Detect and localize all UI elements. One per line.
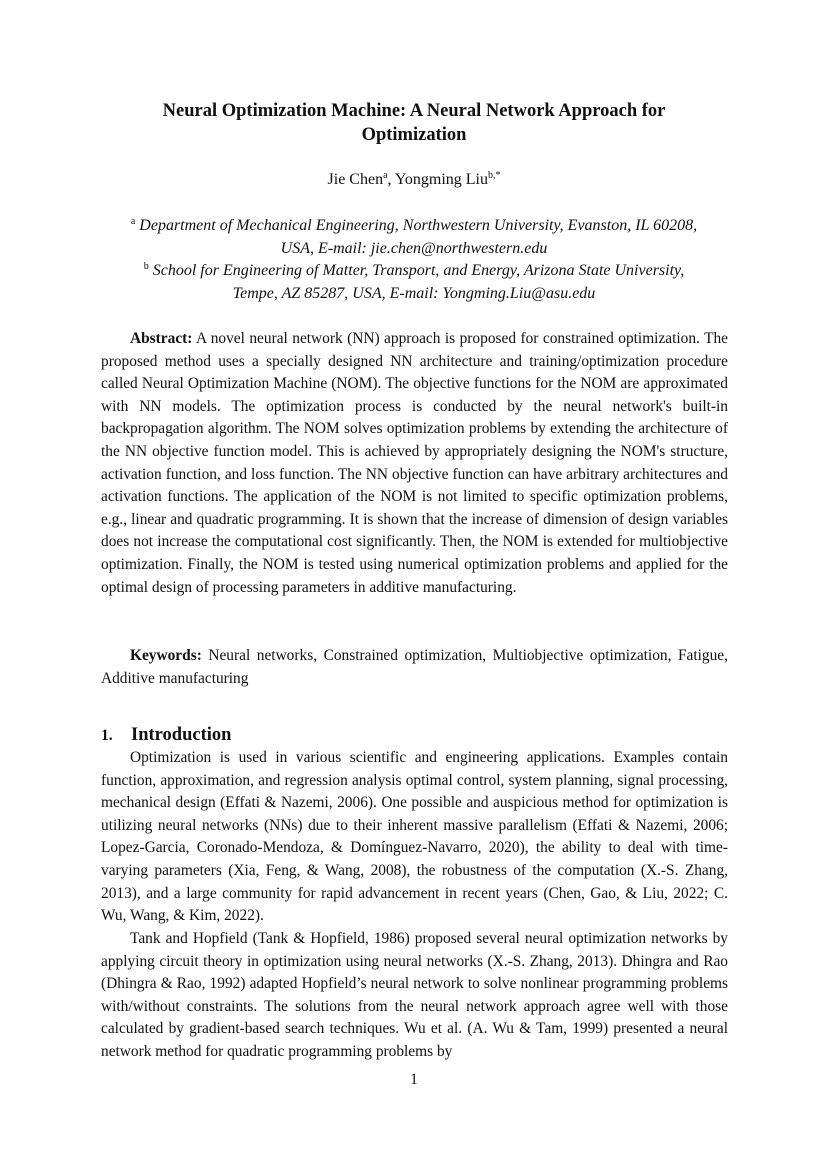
abstract-label: Abstract:: [130, 330, 193, 347]
paper-title: [100, 99, 728, 147]
affiliation-text: School for Engineering of Matter, Transport, and Energy, Arizona State University,: [152, 262, 685, 279]
affiliation-text: USA, E-mail: jie.chen@northwestern.edu: [280, 239, 548, 257]
affiliation-text: Department of Mechanical Engineering, Northwestern University, Evanston, IL 60208,: [139, 217, 698, 234]
abstract-text: A novel neural network (NN) approach is proposed for constrained optimization. The proposed method uses a specially designed NN architecture and training/optimization procedure called Neural Optimization Machine (NOM). The objective functions for the NOM are approximated with NN models. The optimization process is conducted by the neural network's built-in backpropagation algorithm. The NOM solves optimization problems by extending the architecture of the NN objective function model. This is achieved by appropriately designing the NOM's structure, activation function, and loss function. The NN objective function can have arbitrary architectures and activation functions. The application of the NOM is not limited to specific optimization problems, e.g., linear and quadratic programming. It is shown that the increase of dimension of design variables does not increase the computational cost significantly. Then, the NOM is extended for multiobjective optimization. Finally, the NOM is tested using numerical optimization problems and applied for the optimal design of processing parameters in additive manufacturing.: [101, 330, 728, 596]
section-title: Introduction: [131, 725, 232, 745]
keywords: [101, 645, 728, 690]
author-name: Yongming Liu: [394, 171, 488, 188]
title-line-2: Optimization: [361, 125, 467, 145]
author-name: Jie Chen: [327, 171, 384, 188]
section-heading: [101, 723, 231, 748]
affiliation-b: [100, 260, 728, 305]
affiliation-marker: b: [143, 261, 149, 272]
affiliation-text: Tempe, AZ 85287, USA, E-mail: Yongming.Liu@asu.edu: [232, 284, 596, 302]
affiliation-marker: a: [383, 170, 388, 181]
keywords-label: Keywords:: [130, 647, 202, 664]
affiliation-a: [100, 215, 728, 260]
title-line-1: Neural Optimization Machine: A Neural Network Approach for: [162, 101, 666, 121]
section-number: 1.: [101, 727, 113, 744]
abstract: [101, 328, 728, 599]
page-number: 1: [410, 1071, 418, 1088]
keywords-text: Neural networks, Constrained optimization, Multiobjective optimization, Fatigue, Additive manufacturing: [101, 647, 728, 687]
author-list: [100, 169, 728, 191]
affiliation-marker: a: [130, 216, 136, 227]
affiliation-marker: b,*: [487, 170, 501, 181]
body-paragraph: Tank and Hopfield (Tank & Hopfield, 1986) proposed several neural optimization networks by applying circuit theory in optimization using neural networks (X.-S. Zhang, 2013). Dhingra and Rao (Dhingra & Rao, 1992) adapted Hopfield’s neural network to solve nonlinear programming problems with/without constraints. The solutions from the neural network approach agree well with those calculated by gradient-based search techniques. Wu et al. (A. Wu & Tam, 1999) presented a neural network method for quadratic programming problems by: [101, 930, 728, 1060]
body-paragraph: Optimization is used in various scientific and engineering applications. Examples contain function, approximation, and regression analysis optimal control, system planning, signal processing, mechanical design (Effati & Nazemi, 2006). One possible and auspicious method for optimization is utilizing neural networks (NNs) due to their inherent massive parallelism (Effati & Nazemi, 2006; Lopez-Garcia, Coronado-Mendoza, & Domínguez-Navarro, 2020), the ability to deal with time-varying parameters (Xia, Feng, & Wang, 2008), the robustness of the computation (X.-S. Zhang, 2013), and a large community for rapid advancement in recent years (Chen, Gao, & Liu, 2022; C. Wu, Wang, & Kim, 2022).: [101, 749, 728, 925]
author-separator: ,: [387, 171, 395, 188]
